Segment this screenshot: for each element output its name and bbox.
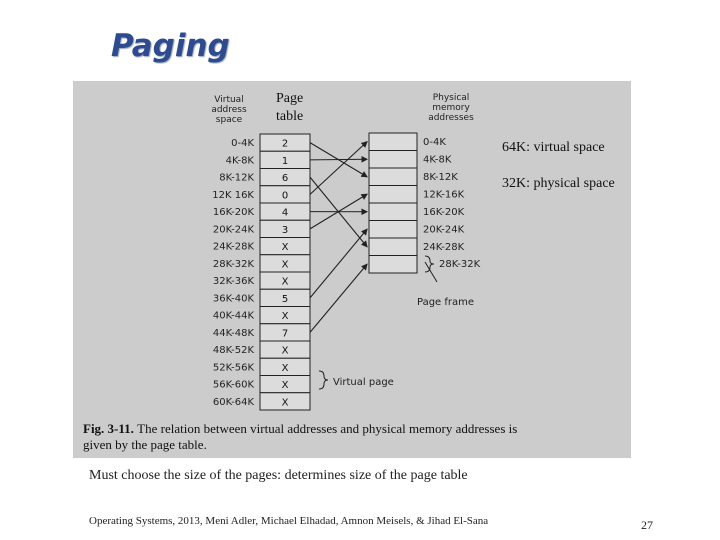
virtual-header-line: Virtual xyxy=(214,95,244,105)
virtual-range-label: 4K-8K xyxy=(225,155,254,167)
page-size-note: Must choose the size of the pages: determines size of the page table xyxy=(89,468,468,483)
virtual-range-label: 8K-12K xyxy=(219,172,254,184)
virtual-space-annotation: 64K: virtual space xyxy=(502,140,605,155)
page-table-entry: X xyxy=(281,362,289,374)
virtual-range-label: 48K-52K xyxy=(212,345,254,356)
virtual-range-label: 36K-40K xyxy=(212,293,254,305)
physical-frame-cell xyxy=(369,256,417,274)
physical-range-label: 28K-32K xyxy=(439,259,481,270)
mapping-arrow xyxy=(310,142,367,195)
slide-title: Paging xyxy=(111,28,230,64)
physical-space-annotation: 32K: physical space xyxy=(502,176,615,191)
virtual-range-label: 40K-44K xyxy=(212,310,254,322)
physical-header-line: addresses xyxy=(428,113,474,123)
page-table-header-line: Page xyxy=(276,91,304,106)
page-table-entry: X xyxy=(281,311,289,322)
physical-range-label: 8K-12K xyxy=(423,172,458,183)
physical-range-label: 20K-24K xyxy=(423,224,465,236)
paging-diagram xyxy=(73,81,631,458)
page-table-entry: 2 xyxy=(281,138,289,150)
virtual-header-line: space xyxy=(215,115,243,125)
virtual-header-line: address xyxy=(211,105,247,115)
virtual-range-label: 12K 16K xyxy=(212,189,254,201)
physical-range-label: 16K-20K xyxy=(423,207,465,218)
page-table-entry: X xyxy=(281,380,289,391)
mapping-arrow xyxy=(310,264,367,332)
virtual-range-label: 20K-24K xyxy=(212,224,254,236)
page-table-entry: X xyxy=(281,242,289,253)
physical-range-label: 12K-16K xyxy=(423,189,465,201)
figure-caption-line1 xyxy=(83,421,517,436)
footer-credits: Operating Systems, 2013, Meni Adler, Michael Elhadad, Amnon Meisels, & Jihad El-Sana xyxy=(89,515,489,527)
page-number: 27 xyxy=(641,518,653,532)
virtual-range-label: 16K-20K xyxy=(212,207,254,218)
caption-text: The relation between virtual addresses and physical memory addresses is xyxy=(137,421,518,436)
page-table-entry: 7 xyxy=(281,328,289,340)
physical-range-label: 4K-8K xyxy=(423,154,452,166)
physical-header-line: memory xyxy=(432,103,470,113)
page-table-entry: X xyxy=(281,397,289,409)
physical-range-label: 0-4K xyxy=(423,137,446,148)
physical-frame-cell xyxy=(369,221,417,239)
page-frame-label: Page frame xyxy=(417,297,475,308)
mapping-arrow xyxy=(310,229,367,298)
virtual-page-label: Virtual page xyxy=(333,377,394,388)
page-table-header-line: table xyxy=(276,109,304,124)
virtual-range-label: 24K-28K xyxy=(212,241,254,253)
paging-figure xyxy=(73,81,631,458)
page-table-entry: X xyxy=(281,276,289,288)
page-table-entry: 5 xyxy=(281,293,289,305)
physical-frame-cell xyxy=(369,133,417,151)
virtual-range-label: 56K-60K xyxy=(212,379,254,391)
physical-frame-cell xyxy=(369,203,417,221)
virtual-range-label: 52K-56K xyxy=(212,362,254,374)
physical-frame-cell xyxy=(369,186,417,204)
virtual-page-brace xyxy=(319,371,328,389)
page-table-entry: 3 xyxy=(281,224,289,236)
physical-frame-cell xyxy=(369,168,417,186)
page-table-entry: X xyxy=(281,345,289,357)
mapping-arrow xyxy=(310,159,367,160)
virtual-range-label: 28K-32K xyxy=(212,258,254,270)
page-table-entry: X xyxy=(281,259,289,271)
page-table-entry: 6 xyxy=(281,173,289,184)
page-table-entry: 1 xyxy=(281,155,289,167)
physical-header-line: Physical xyxy=(432,93,470,103)
physical-range-label: 24K-28K xyxy=(423,242,465,253)
virtual-range-label: 32K-36K xyxy=(212,276,254,287)
physical-frame-cell xyxy=(369,151,417,169)
virtual-range-label: 44K-48K xyxy=(212,327,254,339)
caption-figure-number: Fig. 3-11. xyxy=(83,421,138,436)
physical-frame-cell xyxy=(369,238,417,256)
virtual-range-label: 60K-64K xyxy=(212,396,254,408)
figure-caption-line2: given by the page table. xyxy=(83,437,207,452)
virtual-range-label: 0-4K xyxy=(231,138,254,149)
page-table-entry: 0 xyxy=(281,190,289,202)
page-table-entry: 4 xyxy=(281,207,289,219)
